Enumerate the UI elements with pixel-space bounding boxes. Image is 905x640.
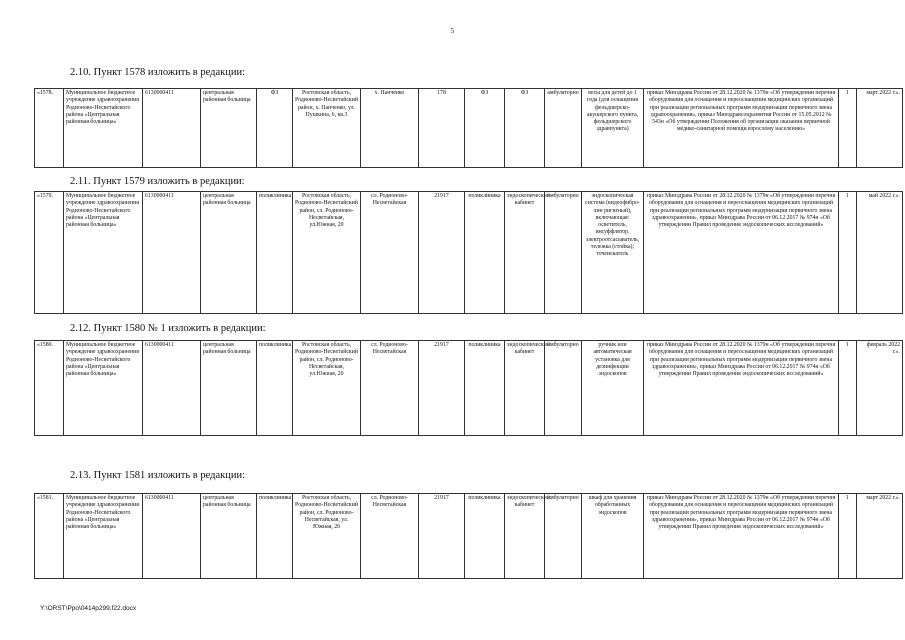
equipment: весы для детей до 1 года (для оснащения фельдшерско-акушерского пункта, фельдшерского здравпункта): [582, 89, 644, 168]
care-type: амбулаторно: [545, 89, 582, 168]
table-row: [35, 89, 903, 168]
section-heading: 2.13. Пункт 1581 изложить в редакции:: [70, 470, 245, 481]
unit: ФЗ: [257, 89, 293, 168]
org-type: центральная районная больница: [201, 89, 257, 168]
table-row: [35, 494, 903, 579]
inn-code: 6130000411: [143, 341, 201, 436]
unit: поликлиника: [257, 341, 293, 436]
file-path-footer: Y:\ORST\Ppo\0414p299.f22.docx: [40, 605, 137, 612]
section-heading: 2.12. Пункт 1580 № 1 изложить в редакции:: [70, 323, 266, 334]
equipment: ручник или автоматическая установка для дезинфекции эндоскопов: [582, 341, 644, 436]
address: Ростовская область, Родионово-Несветайский район, сл. Родионово-Несветайская, ул.Южная, 20: [293, 192, 361, 314]
locality: х. Панченко: [361, 89, 419, 168]
number: 21917: [419, 494, 465, 579]
amendment-table: [34, 88, 903, 168]
inn-code: 6130000411: [143, 89, 201, 168]
organization-name: Муниципальное бюджетное учреждение здравоохранения Родионово-Несветайского района «Центральная районная больница»: [64, 192, 143, 314]
department: поликлиника: [465, 192, 505, 314]
date: май 2022 г.».: [857, 192, 903, 314]
inn-code: 6130000411: [143, 192, 201, 314]
care-type: амбулаторно: [545, 192, 582, 314]
locality: сл. Родионово-Несветайская: [361, 192, 419, 314]
amendment-table: [34, 191, 903, 314]
cabinet: эндоскопический кабинет: [505, 341, 545, 436]
item-number: «1581.: [35, 494, 64, 579]
number: 21917: [419, 341, 465, 436]
organization-name: Муниципальное бюджетное учреждение здравоохранения Родионово-Несветайского района «Центральная районная больница»: [64, 89, 143, 168]
equipment: шкаф для хранения обработанных эндоскопов: [582, 494, 644, 579]
address: Ростовская область, Родионово-Несветайский район, сл. Родионово-Несветайская, ул. Южная, 20: [293, 494, 361, 579]
care-type: амбулаторно: [545, 341, 582, 436]
cabinet: ФЗ: [505, 89, 545, 168]
equipment: эндоскопическая система (видеофибро-лин ригигный), включающая: осветитель, инсуффлятор, электроотсасыватель, тележка (стойка); течеискатель: [582, 192, 644, 314]
address: Ростовская область, Родионово-Несветайский район, х. Панченко, ул. Пушкина, 6, кв.3: [293, 89, 361, 168]
quantity: 1: [839, 494, 857, 579]
locality: сл. Родионово-Несветайская: [361, 341, 419, 436]
order-reference: приказ Минздрава России от 28.12.2020 № 1379н «Об утверждении перечня оборудования для оснащения и переоснащения медицинских организаций при реализации региональных программ модернизации первичного звена здравоохранения», приказ Минздрава России от 06.12.2017 № 974н «Об утверждении Правил проведения эндоскопических исследований»: [644, 341, 839, 436]
department: поликлиника: [465, 341, 505, 436]
section-heading: 2.11. Пункт 1579 изложить в редакции:: [70, 176, 245, 187]
section-heading: 2.10. Пункт 1578 изложить в редакции:: [70, 67, 245, 78]
date: март 2022 г.».: [857, 494, 903, 579]
date: февраль 2022 г.».: [857, 341, 903, 436]
locality: сл. Родионово-Несветайская: [361, 494, 419, 579]
order-reference: приказ Минздрава России от 28.12.2020 № 1379н «Об утверждении перечня оборудования для оснащения и переоснащения медицинских организаций при реализации региональных программ модернизации первичного звена здравоохранения», приказ Минздравсоцразвития России от 15.05.2012 № 543н «Об утверждении Положения об организации оказания первичной медико-санитарной помощи взрослому населению»: [644, 89, 839, 168]
table-row: [35, 192, 903, 314]
amendment-table: [34, 340, 903, 436]
item-number: «1580.: [35, 341, 64, 436]
org-type: центральная районная больница: [201, 192, 257, 314]
number: 178: [419, 89, 465, 168]
unit: поликлиника: [257, 494, 293, 579]
address: Ростовская область, Родионово-Несветайский район, сл. Родионово-Несветайская, ул.Южная, 20: [293, 341, 361, 436]
department: поликлиника: [465, 494, 505, 579]
date: март 2022 г.».: [857, 89, 903, 168]
number: 21917: [419, 192, 465, 314]
quantity: 1: [839, 341, 857, 436]
organization-name: Муниципальное бюджетное учреждение здравоохранения Родионово-Несветайского района «Центральная районная больница»: [64, 494, 143, 579]
page-number: 5: [450, 27, 455, 35]
cabinet: эндоскопический кабинет: [505, 494, 545, 579]
org-type: центральная районная больница: [201, 341, 257, 436]
amendment-table: [34, 493, 903, 579]
quantity: 1: [839, 89, 857, 168]
care-type: амбулаторно: [545, 494, 582, 579]
table-row: [35, 341, 903, 436]
inn-code: 6130000411: [143, 494, 201, 579]
org-type: центральная районная больница: [201, 494, 257, 579]
order-reference: приказ Минздрава России от 28.12.2020 № 1379н «Об утверждении перечня оборудования для оснащения и переоснащения медицинских организаций при реализации региональных программ модернизации первичного звена здравоохранения», приказ Минздрава России от 06.12.2017 № 974н «Об утверждении Правил проведения эндоскопических исследований»: [644, 494, 839, 579]
unit: поликлиника: [257, 192, 293, 314]
item-number: «1578.: [35, 89, 64, 168]
department: ФЗ: [465, 89, 505, 168]
item-number: «1579.: [35, 192, 64, 314]
organization-name: Муниципальное бюджетное учреждение здравоохранения Родионово-Несветайского района «Центральная районная больница»: [64, 341, 143, 436]
order-reference: приказ Минздрава России от 28.12.2020 № 1379н «Об утверждении перечня оборудования для оснащения и переоснащения медицинских организаций при реализации региональных программ модернизации первичного звена здравоохранения», приказ Минздрава России от 06.12.2017 № 974н «Об утверждении Правил проведения эндоскопических исследований»: [644, 192, 839, 314]
cabinet: эндоскопический кабинет: [505, 192, 545, 314]
quantity: 1: [839, 192, 857, 314]
